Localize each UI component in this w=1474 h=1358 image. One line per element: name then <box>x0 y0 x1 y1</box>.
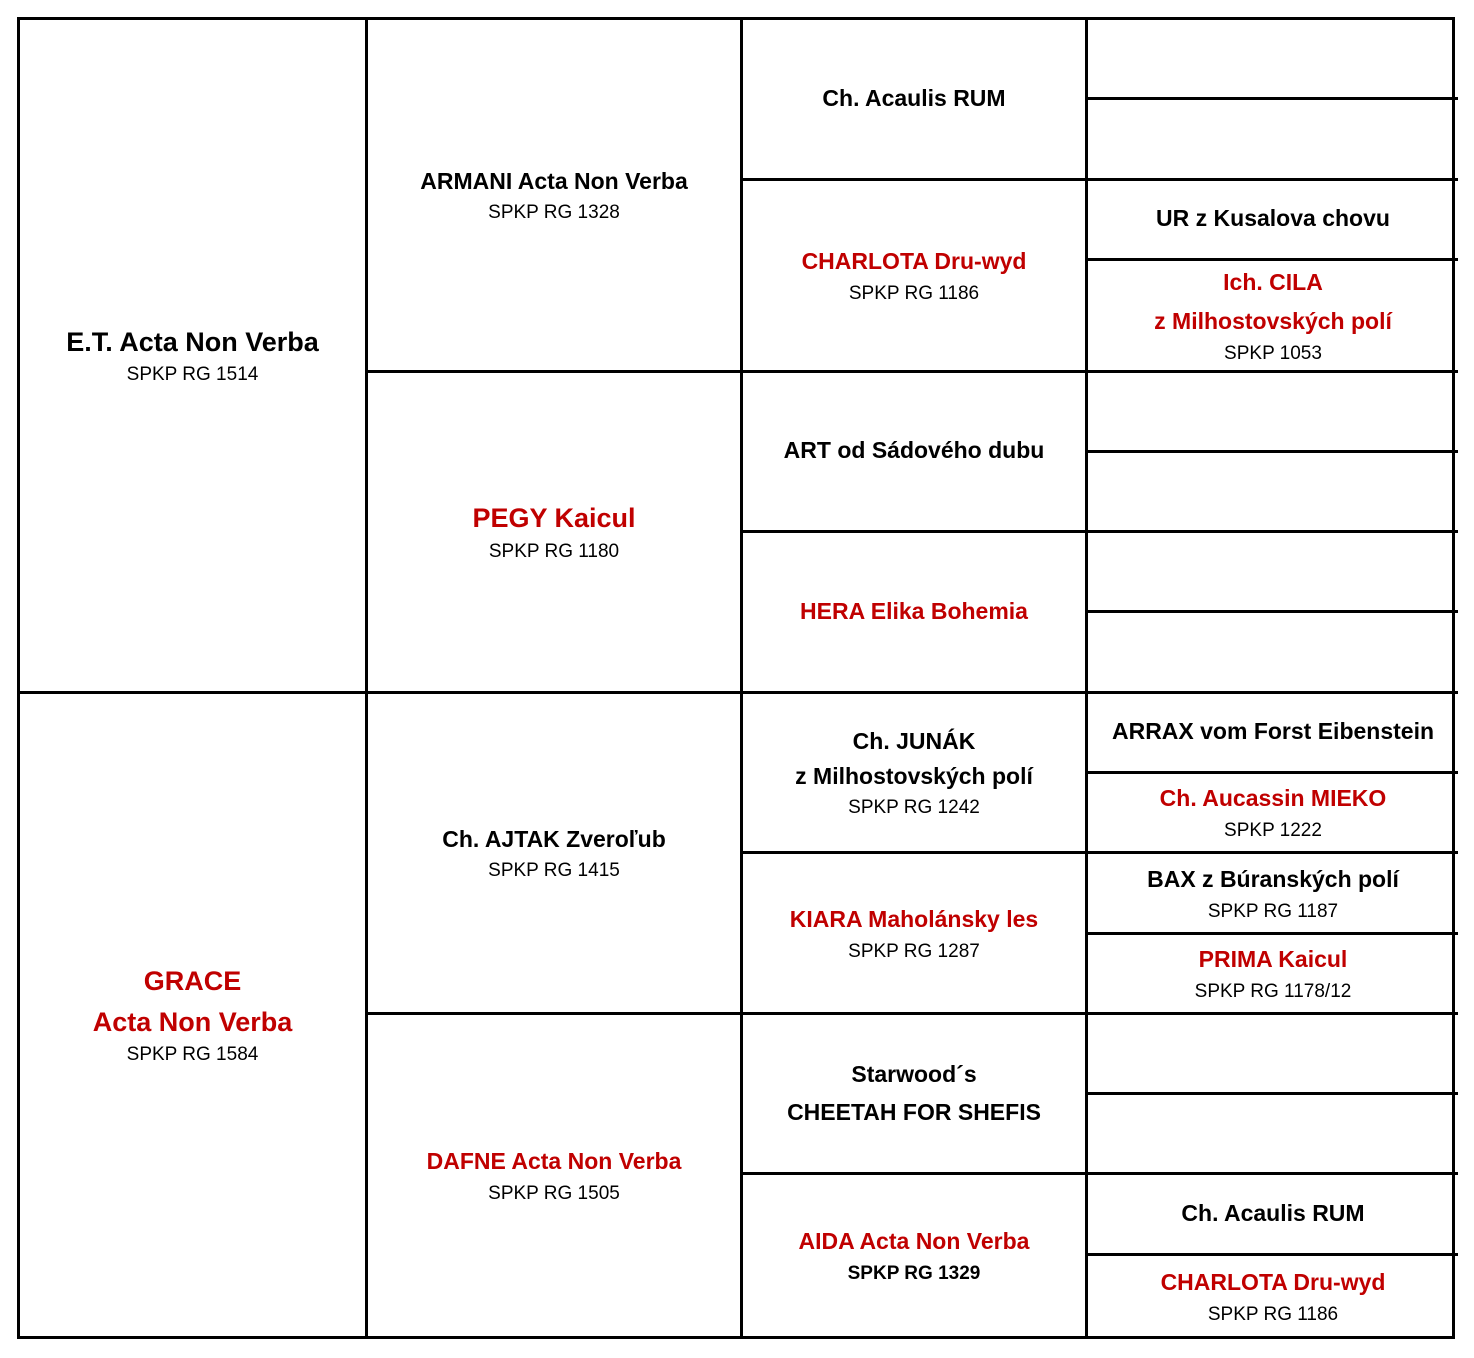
ancestor-cell <box>1088 453 1458 533</box>
ancestor-cell <box>1088 1015 1458 1095</box>
registration-number: SPKP 1222 <box>1224 820 1322 842</box>
registration-number: SPKP RG 1242 <box>848 796 980 818</box>
dog-name: z Milhostovských polí <box>795 763 1033 790</box>
ancestor-cell <box>1088 20 1458 100</box>
sire-cell <box>20 20 368 694</box>
registration-number: SPKP RG 1187 <box>1207 900 1339 922</box>
ancestor-cell <box>1088 181 1458 261</box>
great-grandparent-cell <box>743 694 1088 855</box>
ancestor-cell <box>1088 1095 1458 1175</box>
registration-number: SPKP RG 1328 <box>488 202 620 224</box>
registration-number: SPKP RG 1287 <box>848 940 980 962</box>
registration-number: SPKP RG 1186 <box>1207 1303 1339 1325</box>
great-grandparent-cell <box>743 1015 1088 1176</box>
great-grandparent-cell <box>743 533 1088 694</box>
ancestor-cell <box>1088 694 1458 774</box>
dog-name: ARRAX vom Forst Eibenstein <box>1111 718 1435 745</box>
dog-name: Ch. Aucassin MIEKO <box>1159 785 1387 812</box>
ancestor-cell <box>1088 854 1458 934</box>
dog-name: ARMANI Acta Non Verba <box>420 167 688 194</box>
dog-name: Ch. Acaulis RUM <box>1181 1200 1365 1227</box>
dog-name: Ch. Acaulis RUM <box>822 84 1006 111</box>
dog-name: ART od Sádového dubu <box>783 437 1045 464</box>
dam-cell <box>20 694 368 1336</box>
grandparent-cell <box>368 1015 743 1336</box>
great-grandparent-cell <box>743 854 1088 1015</box>
pedigree-table <box>17 17 1455 1339</box>
registration-number: SPKP RG 1329 <box>847 1263 981 1285</box>
dog-name: AIDA Acta Non Verba <box>798 1228 1030 1255</box>
ancestor-cell <box>1088 533 1458 613</box>
ancestor-cell <box>1088 100 1458 180</box>
dog-name: Ich. CILA <box>1223 268 1323 295</box>
dog-name: UR z Kusalova chovu <box>1156 205 1390 232</box>
registration-number: SPKP RG 1186 <box>848 282 980 304</box>
grandparent-cell <box>368 20 743 373</box>
registration-number: SPKP RG 1514 <box>126 364 259 386</box>
dog-name: Ch. JUNÁK <box>852 727 976 754</box>
registration-number: SPKP RG 1505 <box>488 1183 620 1205</box>
dog-name: KIARA Maholánsky les <box>789 905 1039 932</box>
dog-name: HERA Elika Bohemia <box>800 598 1028 624</box>
dog-name: Starwood´s <box>851 1060 977 1087</box>
grandparent-cell <box>368 694 743 1015</box>
ancestor-cell <box>1088 1175 1458 1255</box>
ancestor-cell <box>1088 373 1458 453</box>
registration-number: SPKP 1053 <box>1224 343 1322 365</box>
dog-name: E.T. Acta Non Verba <box>66 326 319 357</box>
dog-name: Ch. AJTAK Zveroľub <box>442 825 666 852</box>
dog-name: PEGY Kaicul <box>472 503 636 534</box>
ancestor-cell <box>1088 613 1458 693</box>
grandparent-cell <box>368 373 743 694</box>
registration-number: SPKP RG 1178/12 <box>1194 980 1352 1002</box>
registration-number: SPKP RG 1415 <box>488 860 620 882</box>
ancestor-cell <box>1088 1256 1458 1336</box>
dog-name: BAX z Búranských polí <box>1147 865 1399 892</box>
dog-name: Acta Non Verba <box>92 1006 293 1037</box>
registration-number: SPKP RG 1584 <box>126 1044 259 1066</box>
registration-number: SPKP RG 1180 <box>488 540 620 562</box>
great-grandparent-cell <box>743 20 1088 181</box>
dog-name: CHEETAH FOR SHEFIS <box>787 1098 1041 1125</box>
dog-name: PRIMA Kaicul <box>1198 945 1348 972</box>
ancestor-cell <box>1088 935 1458 1015</box>
dog-name: DAFNE Acta Non Verba <box>426 1148 682 1175</box>
ancestor-cell <box>1088 261 1458 373</box>
dog-name: z Milhostovských polí <box>1154 307 1392 334</box>
ancestor-cell <box>1088 774 1458 854</box>
dog-name: CHARLOTA Dru-wyd <box>1160 1268 1386 1295</box>
dog-name: CHARLOTA Dru-wyd <box>801 247 1027 274</box>
great-grandparent-cell <box>743 1175 1088 1336</box>
great-grandparent-cell <box>743 181 1088 373</box>
great-grandparent-cell <box>743 373 1088 534</box>
dog-name: GRACE <box>143 966 242 997</box>
